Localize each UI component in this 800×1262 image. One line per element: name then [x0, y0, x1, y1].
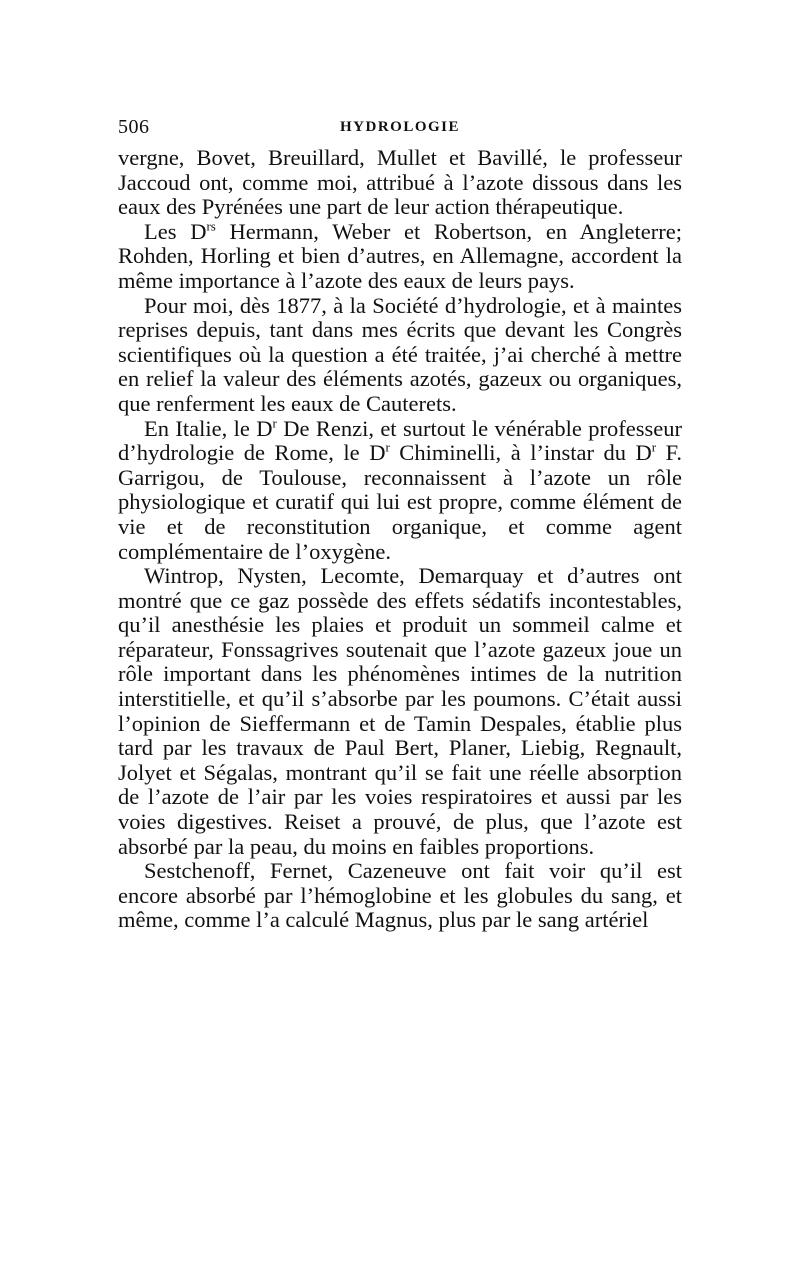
paragraph-text: F. Garrigou, de Toulouse, reconnaissent à l’azote un rôle physiologique et curatif qui lui est propre, comme élément de vie et de reconstitution organique, et comme agent complémentaire de l’oxygène.: [118, 440, 682, 564]
page-header: [118, 112, 682, 142]
paragraph-text: De Renzi, et surtout le vénérable professeur d’hydrologie de Rome, le D: [118, 415, 682, 466]
paragraph-text: En Italie, le D: [144, 415, 273, 441]
paragraph: [118, 564, 682, 859]
paragraph-text: Pour moi, dès 1877, à la Société d’hydrologie, et à maintes reprises depuis, tant dans mes écrits que devant les Congrès scientifiques où la question a été traitée, j’ai cherché à mettre en relief la valeur des éléments azotés, gazeux ou organiques, que renferment les eaux de Cauterets.: [118, 292, 682, 416]
paragraph-text: Wintrop, Nysten, Lecomte, Demarquay et d’autres ont montré que ce gaz possède des effets sédatifs incontestables, qu’il anesthésie les plaies et produit un sommeil calme et réparateur, Fonssagrives soutenait que l’azote gazeux joue un rôle important dans les phénomènes intimes de la nutrition interstitielle, et qu’il s’absorbe par les poumons. C’était aussi l’opinion de Sieffermann et de Tamin Despales, établie plus tard par les travaux de Paul Bert, Planer, Liebig, Regnault, Jolyet et Ségalas, montrant qu’il se fait une réelle absorption de l’azote de l’air par les voies respiratoires et aussi par les voies digestives. Reiset a prouvé, de plus, que l’azote est absorbé par la peau, du moins en faibles proportions.: [118, 563, 682, 859]
paragraph: [118, 294, 682, 417]
paragraph: [118, 859, 682, 933]
superscript-abbreviation: r: [651, 439, 657, 455]
superscript-abbreviation: r: [272, 415, 277, 431]
superscript-abbreviation: r: [385, 439, 390, 455]
paragraph-text: Hermann, Weber et Robertson, en Angleterre; Rohden, Horling et bien d’autres, en Allemagne, accordent la même importance à l’azote des eaux de leurs pays.: [118, 218, 682, 293]
paragraph-text: vergne, Bovet, Breuillard, Mullet et Bavillé, le professeur Jaccoud ont, comme moi, attribué à l’azote dissous dans les eaux des Pyrénées une part de leur action thérapeutique.: [118, 145, 682, 220]
body-text: [118, 146, 682, 933]
paragraph: [118, 146, 682, 220]
book-page: [118, 112, 682, 933]
running-head: HYDROLOGIE: [339, 119, 460, 135]
paragraph-text: Chiminelli, à l’instar du D: [389, 440, 652, 466]
superscript-abbreviation: rs: [206, 218, 216, 234]
page-number: 506: [118, 116, 150, 138]
paragraph: [118, 417, 682, 565]
paragraph-text: Sestchenoff, Fernet, Cazeneuve ont fait voir qu’il est encore absorbé par l’hémoglobine et les globules du sang, et même, comme l’a calculé Magnus, plus par le sang artériel: [118, 858, 682, 933]
paragraph: [118, 220, 682, 294]
paragraph-text: Les D: [144, 218, 207, 244]
